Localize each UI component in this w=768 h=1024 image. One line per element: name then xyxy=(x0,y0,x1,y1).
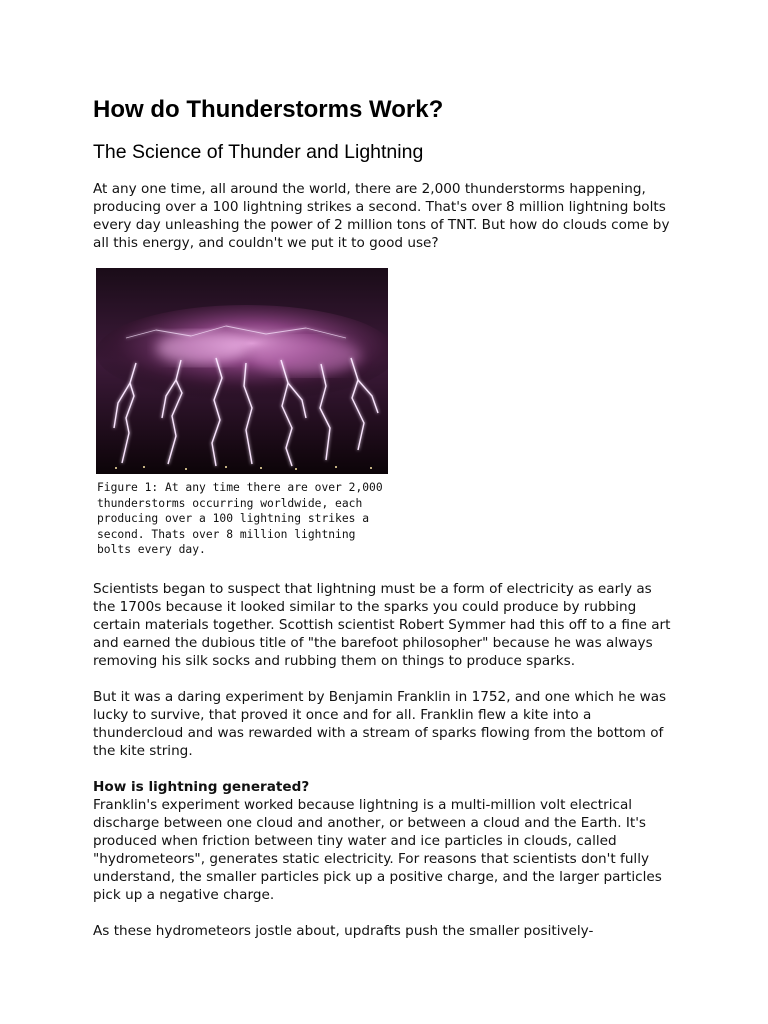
figure-caption: Figure 1: At any time there are over 2,000 thunderstorms occurring worldwide, each producing over a 100 lightning strikes a second. Thats over 8 million lightning bolts every day. xyxy=(97,481,383,556)
history-paragraph: Scientists began to suspect that lightning must be a form of electricity as early as the 1700s because it looked similar to the sparks you could produce by rubbing certain materials together. Scottish scientist Robert Symmer had this off to a fine art and earned the dubious title of "the barefoot philosopher" because he was always removing his silk socks and rubbing them on things to produce sparks. xyxy=(93,580,671,669)
page-subtitle: The Science of Thunder and Lightning xyxy=(93,141,424,163)
figure-1 xyxy=(96,268,392,558)
franklin-paragraph: But it was a daring experiment by Benjamin Franklin in 1752, and one which he was lucky to survive, that proved it once and for all. Franklin flew a kite into a thundercloud and was rewarded with a stream of sparks flowing from the bottom of the kite string. xyxy=(93,688,667,759)
page-title: How do Thunderstorms Work? xyxy=(93,96,444,123)
article xyxy=(93,94,673,940)
hydrometeors-paragraph: As these hydrometeors jostle about, updrafts push the smaller positively- xyxy=(93,922,594,939)
section-heading: How is lightning generated? xyxy=(93,778,310,795)
generation-paragraph: Franklin's experiment worked because lightning is a multi-million volt electrical discharge between one cloud and another, or between a cloud and the Earth. It's produced when friction between tiny water and ice particles in clouds, called "hydrometeors", generates static electricity. For reasons that scientists don't fully understand, the smaller particles pick up a positive charge, and the larger particles pick up a negative charge. xyxy=(93,796,662,903)
lightning-photo xyxy=(96,268,388,474)
intro-paragraph: At any one time, all around the world, there are 2,000 thunderstorms happening, producing over a 100 lightning strikes a second. That's over 8 million lightning bolts every day unleashing the power of 2 million tons of TNT. But how do clouds come by all this energy, and couldn't we put it to good use? xyxy=(93,181,670,251)
